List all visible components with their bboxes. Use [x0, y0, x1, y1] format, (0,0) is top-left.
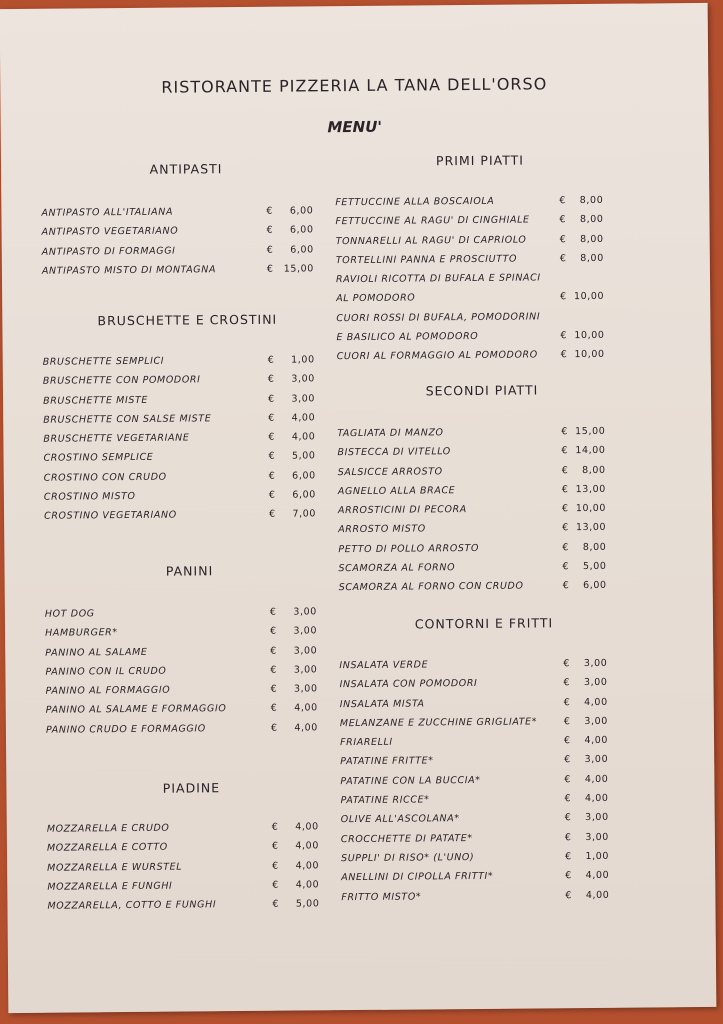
- menu-item: [45, 660, 335, 682]
- item-list: [43, 350, 335, 526]
- currency-symbol: €: [559, 214, 567, 226]
- item-list: [45, 602, 336, 740]
- section-secondi: [337, 382, 629, 598]
- currency-symbol: €: [270, 664, 278, 676]
- menu-sheet: [0, 3, 716, 1013]
- menu-item: [44, 466, 334, 488]
- item-name: PATATINE RICCE*: [340, 794, 430, 807]
- item-name: CROCCHETTE DI PATATE*: [340, 832, 473, 845]
- item-name: PATATINE CON LA BUCCIA*: [340, 774, 481, 787]
- item-price: 3,00: [291, 373, 315, 385]
- menu-item: [336, 287, 626, 309]
- currency-symbol: €: [563, 677, 571, 689]
- menu-item: [43, 350, 333, 372]
- currency-symbol: €: [266, 225, 274, 237]
- currency-symbol: €: [561, 464, 569, 476]
- item-name: OLIVE ALL'ASCOLANA*: [340, 813, 460, 826]
- item-name: SCAMORZA AL FORNO CON CRUDO: [338, 580, 524, 594]
- currency-symbol: €: [561, 503, 569, 515]
- menu-item: [44, 505, 334, 527]
- currency-symbol: €: [565, 889, 573, 901]
- menu-item: [46, 718, 336, 740]
- item-name: MOZZARELLA E CRUDO: [46, 822, 170, 835]
- item-name: HAMBURGER*: [45, 627, 118, 640]
- item-price: 10,00: [575, 503, 607, 515]
- currency-symbol: €: [267, 354, 275, 366]
- menu-item: [337, 345, 627, 367]
- item-name: CROSTINO CON CRUDO: [43, 471, 167, 484]
- item-price: 1,00: [291, 354, 315, 366]
- item-name: SCAMORZA AL FORNO: [338, 562, 456, 575]
- section-heading: PRIMI PIATTI: [435, 152, 524, 169]
- item-price: 4,00: [584, 773, 609, 785]
- section-heading: PANINI: [165, 563, 214, 579]
- item-name: ARROSTO MISTO: [338, 523, 426, 536]
- menu-item: [43, 408, 333, 430]
- item-name: MOZZARELLA E FUNGHI: [47, 880, 173, 893]
- menu-item: [43, 389, 333, 411]
- menu-item: [45, 602, 335, 624]
- currency-symbol: €: [564, 831, 572, 843]
- currency-symbol: €: [266, 263, 274, 275]
- item-price: 5,00: [582, 560, 607, 573]
- item-list: [41, 201, 332, 281]
- currency-symbol: €: [270, 703, 278, 715]
- menu-item: [47, 875, 337, 897]
- menu-item: [41, 201, 331, 223]
- item-name: CROSTINO MISTO: [43, 491, 136, 503]
- item-name: MOZZARELLA E WURSTEL: [47, 861, 183, 874]
- currency-symbol: €: [266, 244, 274, 256]
- menu-item: [42, 259, 332, 281]
- item-price: 4,00: [585, 870, 610, 882]
- menu-item: [46, 679, 336, 701]
- currency-symbol: €: [561, 426, 569, 438]
- currency-symbol: €: [269, 606, 277, 618]
- item-price: 4,00: [584, 792, 609, 805]
- currency-symbol: €: [562, 541, 570, 553]
- menu-item: [47, 817, 337, 839]
- item-name: FETTUCCINE AL RAGU' DI CINGHIALE: [335, 214, 530, 228]
- item-price: 15,00: [575, 425, 606, 438]
- currency-symbol: €: [270, 626, 277, 638]
- item-name: MOZZARELLA, COTTO E FUNGHI: [47, 899, 217, 912]
- item-name: INSALATA MISTA: [339, 698, 425, 710]
- currency-symbol: €: [561, 484, 569, 496]
- menu-item: [44, 485, 334, 507]
- item-price: 14,00: [575, 445, 606, 457]
- menu-item: [340, 769, 630, 791]
- menu-item: [47, 856, 337, 878]
- item-price: 3,00: [584, 754, 609, 766]
- item-name: PANINO CRUDO E FORMAGGIO: [45, 723, 206, 736]
- item-name: ANTIPASTO DI FORMAGGI: [41, 245, 176, 258]
- item-price: 3,00: [293, 683, 318, 695]
- item-price: 13,00: [575, 522, 607, 534]
- currency-symbol: €: [563, 658, 571, 670]
- currency-symbol: €: [561, 445, 569, 457]
- item-name: E BASILICO AL POMODORO: [336, 331, 479, 344]
- item-price: 8,00: [582, 541, 607, 553]
- menu-item: [43, 370, 333, 392]
- currency-symbol: €: [563, 716, 571, 728]
- currency-symbol: €: [560, 330, 568, 342]
- item-price: 3,00: [293, 625, 318, 637]
- currency-symbol: €: [268, 431, 276, 443]
- menu-item: [46, 699, 336, 721]
- currency-symbol: €: [268, 412, 275, 424]
- menu-label: MENU': [327, 117, 383, 137]
- currency-symbol: €: [272, 879, 279, 891]
- item-list: [337, 422, 629, 598]
- section-heading: BRUSCHETTE E CROSTINI: [97, 311, 278, 329]
- item-name: CUORI AL FORMAGGIO AL POMODORO: [336, 349, 538, 363]
- item-name: BISTECCA DI VITELLO: [337, 446, 451, 459]
- section-contorni: [339, 615, 632, 907]
- item-name: BRUSCHETTE MISTE: [43, 394, 149, 407]
- item-name: PETTO DI POLLO ARROSTO: [338, 542, 480, 555]
- currency-symbol: €: [267, 374, 275, 386]
- currency-symbol: €: [270, 645, 277, 657]
- currency-symbol: €: [564, 793, 572, 805]
- item-price: 6,00: [292, 489, 316, 501]
- section-piadine: [46, 779, 337, 916]
- item-name: BRUSCHETTE SEMPLICI: [42, 355, 165, 368]
- currency-symbol: €: [268, 470, 276, 482]
- item-price: 5,00: [295, 898, 320, 910]
- item-name: ARROSTICINI DI PECORA: [337, 504, 467, 517]
- menu-item: [341, 885, 631, 907]
- item-price: 8,00: [580, 252, 604, 264]
- item-price: 3,00: [585, 831, 609, 843]
- menu-item: [337, 441, 627, 463]
- menu-item: [340, 789, 630, 811]
- currency-symbol: €: [559, 253, 567, 265]
- menu-item: [45, 641, 335, 663]
- menu-item: [339, 673, 629, 695]
- currency-symbol: €: [565, 870, 572, 882]
- currency-symbol: €: [270, 683, 278, 695]
- item-price: 4,00: [584, 735, 609, 747]
- section-antipasti: [41, 160, 332, 281]
- currency-symbol: €: [266, 205, 274, 217]
- item-name: FRIARELLI: [340, 736, 393, 749]
- item-price: 6,00: [289, 224, 314, 236]
- menu-item: [341, 866, 631, 888]
- item-name: TAGLIATA DI MANZO: [337, 427, 444, 440]
- item-name: PANINO CON IL CRUDO: [45, 665, 167, 678]
- currency-symbol: €: [272, 860, 279, 872]
- item-name: INSALATA CON POMODORI: [339, 678, 478, 691]
- section-panini: [44, 562, 336, 740]
- menu-item: [42, 221, 332, 243]
- menu-item: [338, 557, 628, 579]
- menu-item: [341, 827, 631, 849]
- currency-symbol: €: [562, 522, 569, 534]
- currency-symbol: €: [272, 898, 280, 910]
- menu-item: [336, 326, 626, 348]
- item-name: CUORI ROSSI DI BUFALA, POMODORINI: [336, 311, 541, 324]
- item-name: FRITTO MISTO*: [341, 891, 422, 903]
- item-name: SUPPLI' DI RISO* (L'UNO): [341, 851, 475, 865]
- item-price: 4,00: [291, 431, 316, 443]
- menu-item: [43, 427, 333, 449]
- menu-item: [47, 894, 337, 916]
- item-name: TONNARELLI AL RAGU' DI CAPRIOLO: [335, 234, 527, 247]
- item-price: 4,00: [584, 696, 608, 708]
- menu-item: [336, 249, 626, 271]
- currency-symbol: €: [565, 851, 572, 863]
- currency-symbol: €: [562, 580, 570, 592]
- item-name: CROSTINO SEMPLICE: [43, 452, 154, 465]
- item-name: ANTIPASTO VEGETARIANO: [41, 225, 179, 239]
- menu-item: [45, 622, 335, 644]
- currency-symbol: €: [269, 509, 276, 521]
- item-price: 4,00: [295, 821, 319, 833]
- menu-item: [336, 268, 626, 290]
- menu-item: [340, 750, 630, 772]
- menu-item: [47, 836, 337, 858]
- item-name: SALSICCE ARROSTO: [337, 465, 443, 478]
- section-heading: PIADINE: [162, 780, 221, 796]
- item-price: 5,00: [291, 450, 316, 463]
- item-name: BRUSCHETTE CON POMODORI: [42, 374, 201, 388]
- item-price: 1,00: [585, 850, 610, 862]
- item-price: 4,00: [295, 859, 320, 872]
- item-name: INSALATA VERDE: [339, 659, 429, 672]
- section-heading: CONTORNI E FRITTI: [414, 615, 554, 632]
- menu-item: [43, 447, 333, 469]
- section-heading: ANTIPASTI: [149, 161, 223, 177]
- currency-symbol: €: [564, 754, 571, 766]
- currency-symbol: €: [564, 812, 572, 824]
- menu-item: [338, 480, 628, 502]
- item-name: PANINO AL SALAME E FORMAGGIO: [45, 703, 227, 717]
- menu-item: [338, 537, 628, 559]
- item-price: 4,00: [291, 412, 316, 424]
- item-name: AGNELLO ALLA BRACE: [337, 485, 456, 498]
- item-price: 8,00: [580, 233, 604, 245]
- item-price: 6,00: [289, 205, 314, 217]
- item-price: 6,00: [292, 470, 316, 482]
- menu-item: [338, 518, 628, 540]
- item-name: TORTELLINI PANNA E PROSCIUTTO: [335, 253, 518, 267]
- item-name: MELANZANE E ZUCCHINE GRIGLIATE*: [339, 716, 538, 730]
- item-name: ANTIPASTO ALL'ITALIANA: [41, 206, 174, 219]
- currency-symbol: €: [267, 393, 275, 405]
- currency-symbol: €: [560, 291, 567, 303]
- item-name: AL POMODORO: [336, 292, 416, 305]
- menu-item: [42, 240, 332, 262]
- item-price: 3,00: [583, 677, 608, 689]
- item-price: 3,00: [293, 606, 317, 618]
- currency-symbol: €: [268, 451, 276, 463]
- item-list: [339, 654, 631, 907]
- item-price: 3,00: [293, 664, 318, 676]
- item-price: 8,00: [582, 464, 606, 476]
- item-price: 3,00: [584, 715, 608, 727]
- menu-item: [340, 712, 630, 734]
- item-price: 10,00: [573, 291, 605, 303]
- item-price: 3,00: [585, 812, 609, 824]
- item-name: ANTIPASTO MISTO DI MONTAGNA: [41, 264, 217, 277]
- menu-item: [340, 731, 630, 753]
- menu-item: [335, 191, 625, 213]
- menu-item: [340, 692, 630, 714]
- item-price: 15,00: [283, 263, 314, 275]
- item-name: BRUSCHETTE CON SALSE MISTE: [43, 413, 212, 426]
- menu-item: [336, 306, 626, 328]
- section-bruschette: [42, 311, 334, 526]
- menu-item: [341, 847, 631, 869]
- item-name: RAVIOLI RICOTTA DI BUFALA E SPINACI: [335, 272, 541, 286]
- item-price: 4,00: [295, 879, 320, 891]
- item-list: [47, 817, 338, 916]
- currency-symbol: €: [559, 195, 567, 207]
- menu-item: [338, 499, 628, 521]
- item-price: 10,00: [574, 349, 605, 361]
- item-price: 4,00: [295, 840, 319, 852]
- section-heading: SECONDI PIATTI: [425, 382, 539, 399]
- currency-symbol: €: [559, 233, 567, 245]
- item-name: PANINO AL SALAME: [45, 646, 148, 659]
- currency-symbol: €: [562, 561, 570, 573]
- item-name: MOZZARELLA E COTTO: [46, 841, 168, 855]
- item-price: 6,00: [583, 580, 607, 592]
- item-price: 3,00: [583, 657, 608, 670]
- item-price: 8,00: [579, 214, 604, 226]
- item-price: 8,00: [579, 194, 604, 207]
- page-title: RISTORANTE PIZZERIA LA TANA DELL'ORSO: [161, 74, 548, 97]
- item-price: 6,00: [290, 243, 314, 256]
- item-name: CROSTINO VEGETARIANO: [44, 509, 177, 523]
- menu-item: [341, 808, 631, 830]
- currency-symbol: €: [563, 696, 571, 708]
- item-price: 4,00: [294, 722, 318, 734]
- currency-symbol: €: [270, 722, 278, 734]
- item-price: 4,00: [294, 702, 318, 715]
- currency-symbol: €: [268, 489, 276, 501]
- menu-item: [336, 229, 626, 251]
- item-name: FETTUCCINE ALLA BOSCAIOLA: [335, 195, 495, 209]
- menu-item: [339, 576, 629, 598]
- currency-symbol: €: [563, 735, 571, 747]
- item-price: 3,00: [291, 392, 316, 405]
- item-name: BRUSCHETTE VEGETARIANE: [43, 432, 190, 445]
- currency-symbol: €: [564, 773, 572, 785]
- currency-symbol: €: [271, 841, 279, 853]
- currency-symbol: €: [271, 821, 279, 833]
- menu-item: [337, 422, 627, 444]
- item-name: PATATINE FRITTE*: [340, 755, 434, 768]
- item-price: 10,00: [574, 329, 605, 342]
- menu-item: [338, 460, 628, 482]
- item-name: ANELLINI DI CIPOLLA FRITTI*: [341, 871, 494, 884]
- item-price: 4,00: [585, 889, 610, 901]
- item-price: 3,00: [293, 644, 318, 657]
- item-list: [335, 191, 627, 367]
- item-name: PANINO AL FORMAGGIO: [45, 684, 171, 697]
- item-price: 7,00: [292, 508, 317, 520]
- currency-symbol: €: [560, 349, 568, 361]
- item-price: 13,00: [575, 483, 606, 495]
- item-name: HOT DOG: [44, 608, 95, 620]
- menu-item: [335, 210, 625, 232]
- menu-item: [339, 654, 629, 676]
- section-primi: [335, 152, 627, 367]
